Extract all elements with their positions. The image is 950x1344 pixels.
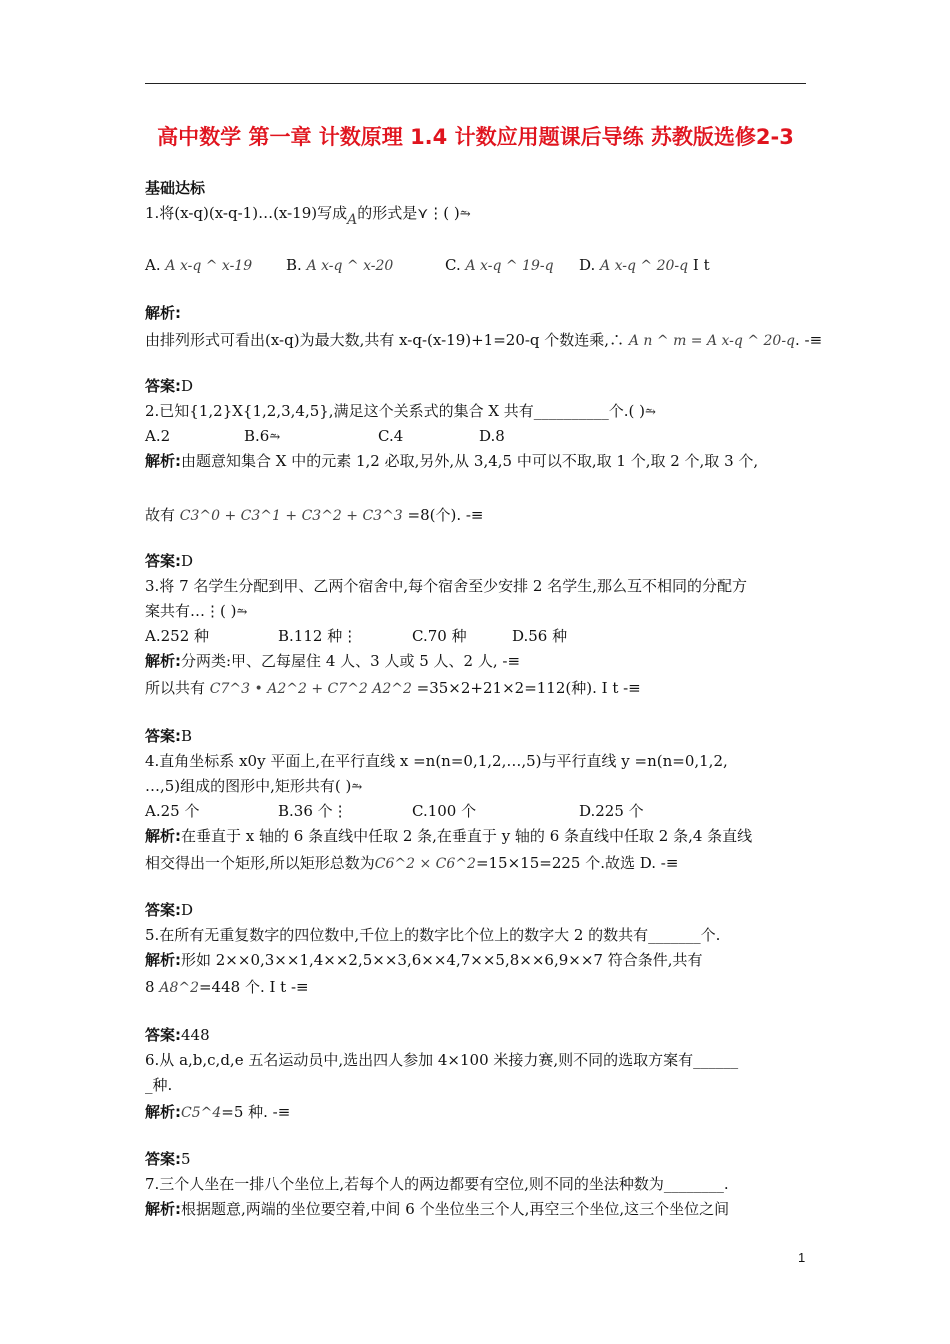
q3-stem-2: 案共有…⋮( )⥲	[145, 602, 248, 620]
q5-stem: 5.在所有无重复数字的四位数中,千位上的数字比个位上的数字大 2 的数共有_______个.	[145, 926, 721, 944]
q4-option-d: D.225 个	[579, 802, 644, 820]
q3-option-b: B.112 种⋮	[278, 627, 358, 645]
q6-analysis: 解析:C5^4=5 种. -≡	[145, 1103, 291, 1121]
q4-option-a: A.25 个	[145, 802, 200, 820]
q1-analysis: 由排列形式可看出(x-q)为最大数,共有 x-q-(x-19)+1=20-q 个数连乘,∴ A n ^ m = A x-q ^ 20-q. -≡	[145, 331, 823, 349]
q1-option-c: C. A x-q ^ 19-q	[445, 256, 554, 274]
page-title: 高中数学 第一章 计数原理 1.4 计数应用题课后导练 苏教版选修2-3	[157, 125, 794, 149]
q4-option-b: B.36 个⋮	[278, 802, 348, 820]
q6-stem-2: _种.	[145, 1076, 173, 1094]
q2-mark-icon: ⥲	[645, 405, 656, 420]
q4-analysis-2: 相交得出一个矩形,所以矩形总数为C6^2 × C6^2=15×15=225 个.故选 D. -≡	[145, 854, 679, 872]
q5-analysis: 解析:形如 2××0,3××1,4××2,5××3,6××4,7××5,8××6,9××7 符合条件,共有	[145, 951, 703, 969]
q5-analysis-2: 8 A8^2=448 个. I t -≡	[145, 978, 309, 996]
q2-answer: 答案:D	[145, 552, 194, 570]
page-number: 1	[798, 1250, 806, 1265]
q5-answer: 答案:448	[145, 1026, 210, 1044]
q3-analysis-2: 所以共有 C7^3 • A2^2 + C7^2 A2^2 =35×2+21×2=112(种). I t -≡	[145, 679, 641, 697]
q3-option-a: A.252 种	[145, 627, 209, 645]
q1-mark-icon: ⥲	[459, 207, 471, 222]
q2-option-b: B.6⥲	[244, 427, 281, 445]
q2-stem: 2.已知{1,2}X{1,2,3,4,5},满足这个关系式的集合 X 共有__________个.( )⥲	[145, 402, 656, 420]
q2-option-c: C.4	[378, 427, 404, 445]
q4-stem-2: …,5)组成的图形中,矩形共有( )⥲	[145, 777, 363, 795]
q3-analysis: 解析:分两类:甲、乙每屋住 4 人、3 人或 5 人、2 人, -≡	[145, 652, 521, 670]
q1-option-a: A. A x-q ^ x-19	[145, 256, 253, 274]
q7-analysis: 解析:根据题意,两端的坐位要空着,中间 6 个坐位坐三个人,再空三个坐位,这三个坐位之间	[145, 1200, 730, 1218]
q2-analysis: 解析:由题意知集合 X 中的元素 1,2 必取,另外,从 3,4,5 中可以不取,取 1 个,取 2 个,取 3 个,	[145, 452, 759, 470]
q7-stem: 7.三个人坐在一排八个坐位上,若每个人的两边都要有空位,则不同的坐法种数为________.	[145, 1175, 729, 1193]
q2-analysis-2: 故有 C3^0 + C3^1 + C3^2 + C3^3 =8(个). -≡	[145, 506, 484, 524]
q4-stem: 4.直角坐标系 x0y 平面上,在平行直线 x =n(n=0,1,2,…,5)与平行直线 y =n(n=0,1,2,	[145, 752, 728, 770]
q4-answer: 答案:D	[145, 901, 194, 919]
q3-answer: 答案:B	[145, 727, 193, 745]
q1-option-d: D. A x-q ^ 20-q I t	[579, 256, 710, 274]
q4-mark-icon: ⥲	[351, 780, 363, 795]
q2-option-a: A.2	[145, 427, 171, 445]
header-rule	[145, 83, 806, 84]
q1-analysis-label: 解析:	[145, 304, 181, 322]
q6-answer: 答案:5	[145, 1150, 191, 1168]
q4-analysis: 解析:在垂直于 x 轴的 6 条直线中任取 2 条,在垂直于 y 轴的 6 条直线中任取 2 条,4 条直线	[145, 827, 753, 845]
q4-option-c: C.100 个	[412, 802, 477, 820]
section-heading: 基础达标	[145, 179, 206, 197]
q1-formula-A: A	[347, 212, 358, 228]
q1-answer: 答案:D	[145, 377, 194, 395]
q1-stem: 1.将(x-q)(x-q-1)…(x-19)写成A的形式是⋎⋮( )⥲	[145, 204, 471, 228]
q3-option-c: C.70 种	[412, 627, 467, 645]
q3-stem: 3.将 7 名学生分配到甲、乙两个宿舍中,每个宿舍至少安排 2 名学生,那么互不相同的分配方	[145, 577, 748, 595]
q6-stem: 6.从 a,b,c,d,e 五名运动员中,选出四人参加 4×100 米接力赛,则不同的选取方案有______	[145, 1051, 739, 1069]
q2-option-d: D.8	[479, 427, 505, 445]
q3-option-d: D.56 种	[512, 627, 568, 645]
q3-mark-icon: ⥲	[236, 605, 248, 620]
q1-option-b: B. A x-q ^ x-20	[286, 256, 394, 274]
